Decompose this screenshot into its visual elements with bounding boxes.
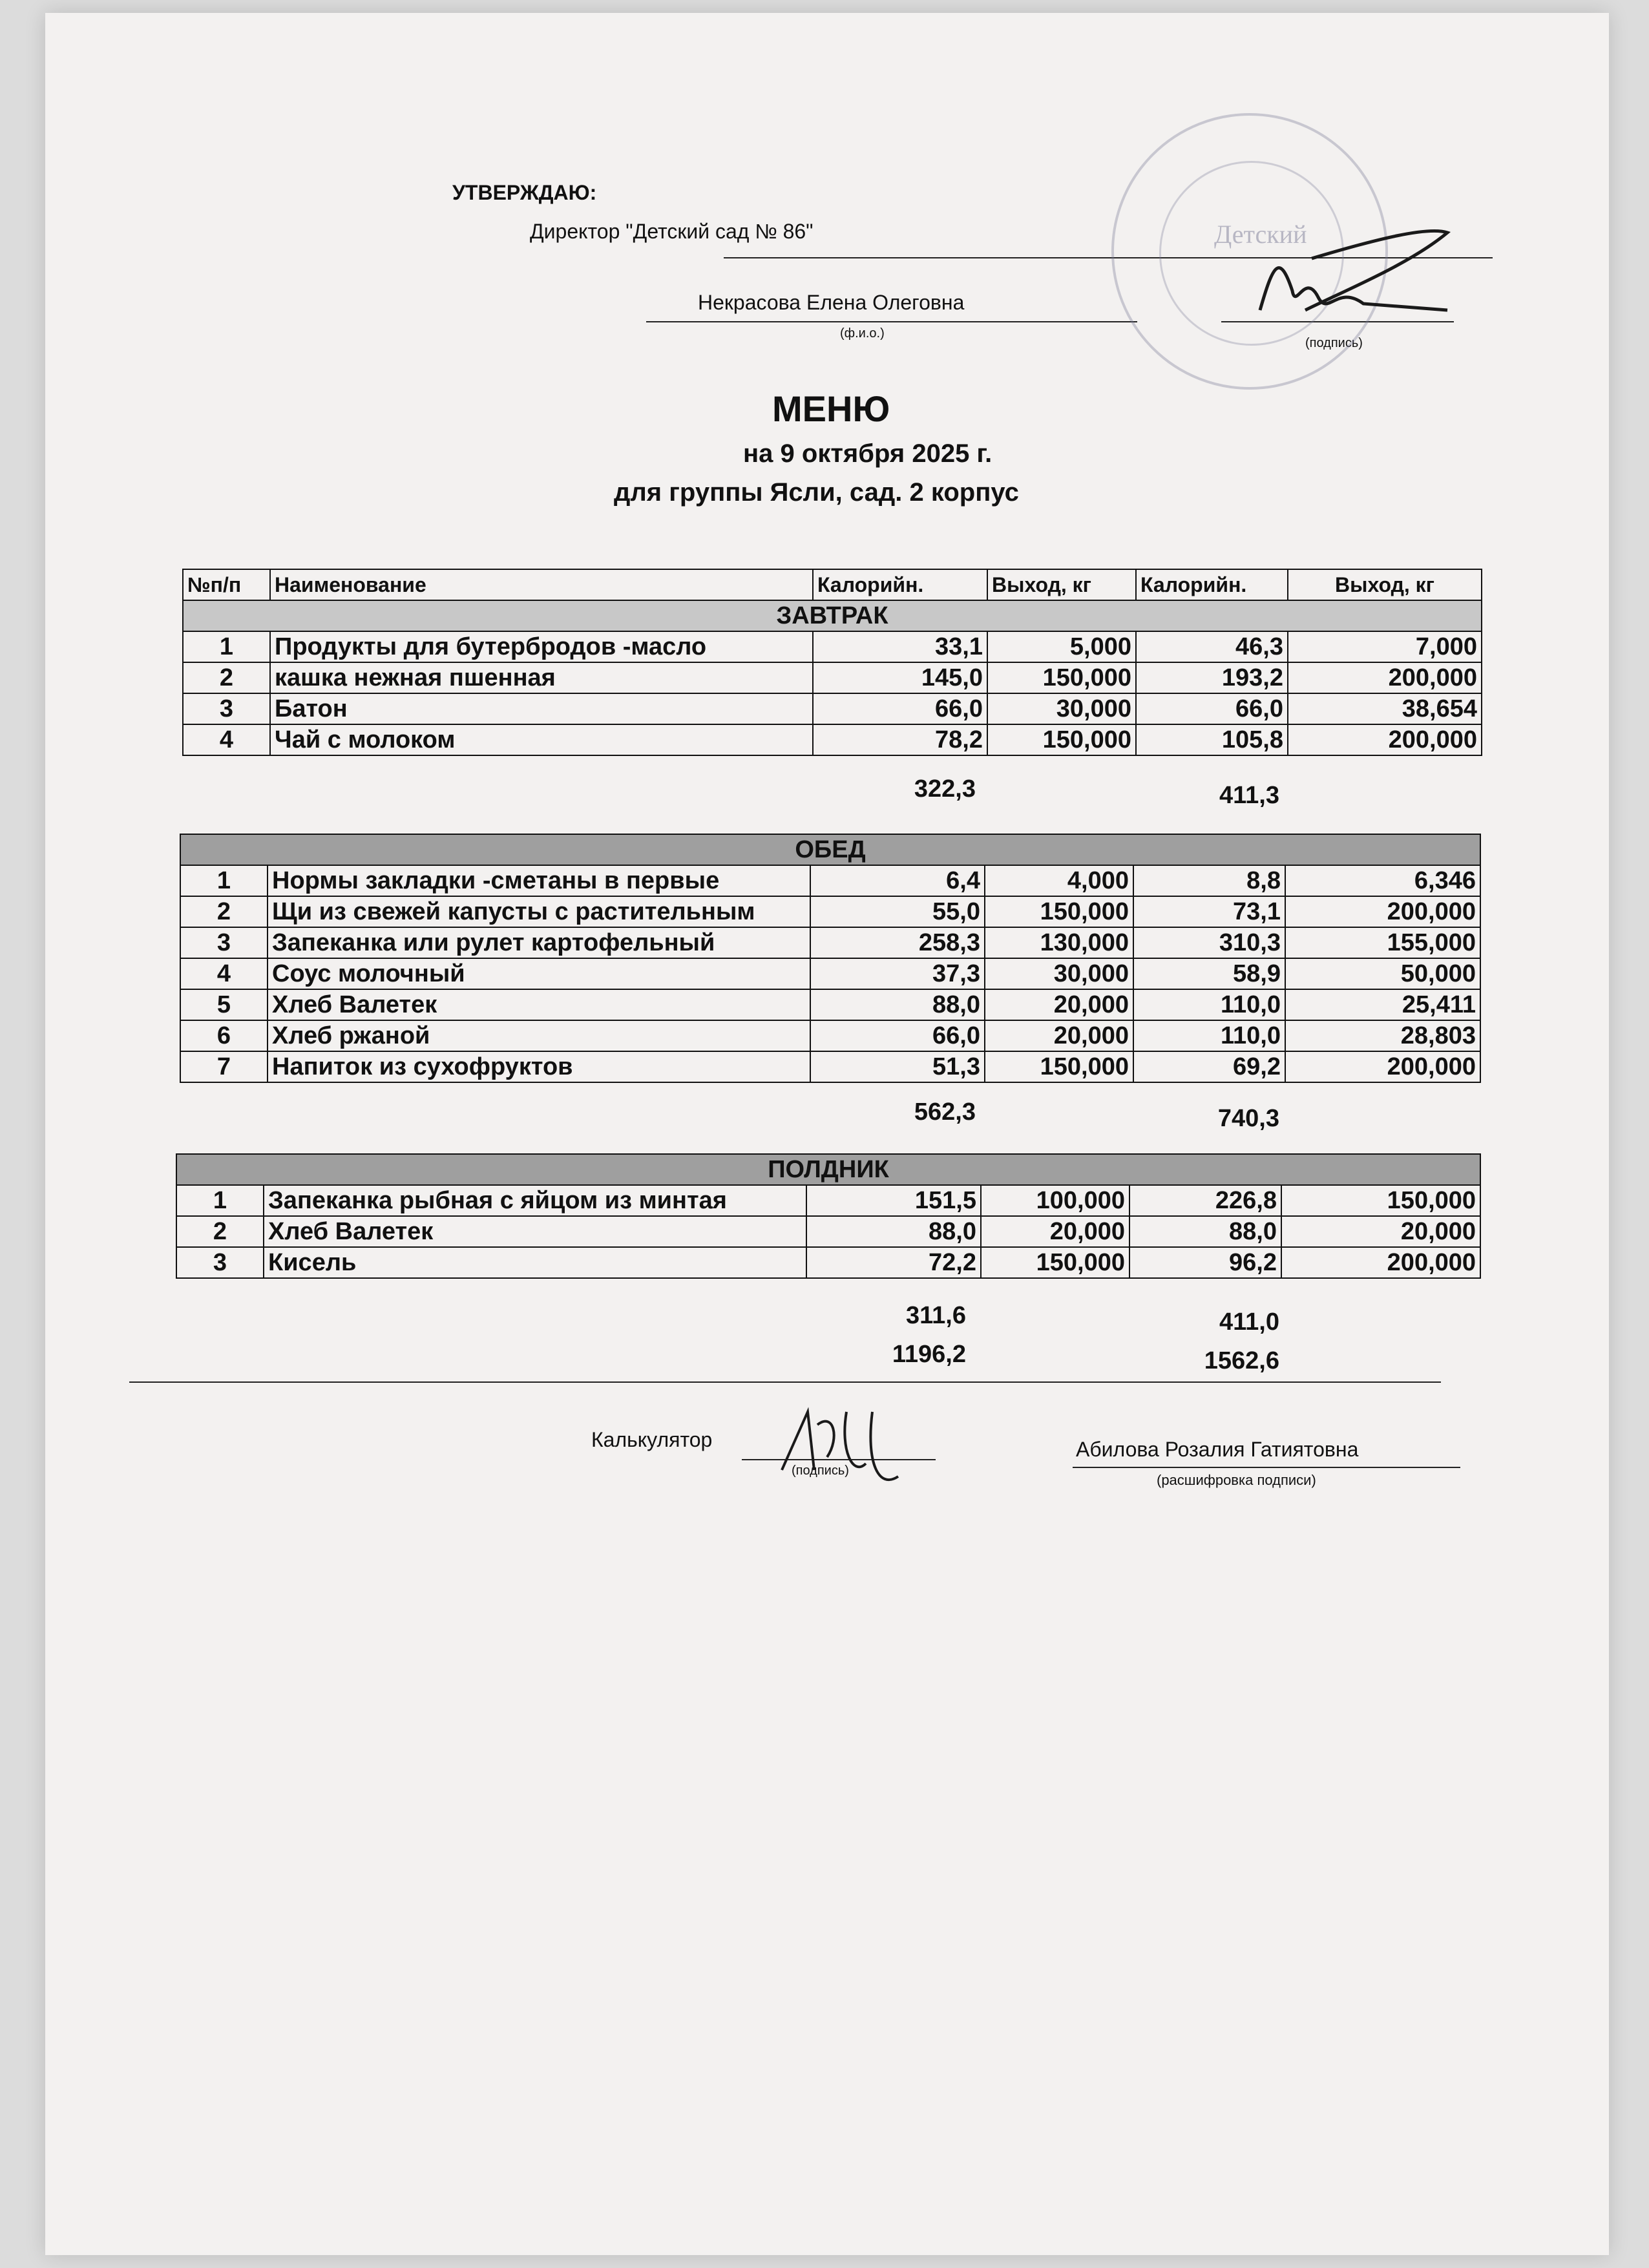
row-output-1: 150,000 xyxy=(987,724,1136,755)
row-calories-1: 37,3 xyxy=(810,958,985,989)
calculator-signature-stroke xyxy=(782,1412,898,1480)
director-signature-stroke xyxy=(1260,231,1447,310)
table-row xyxy=(176,1247,1480,1278)
breakfast-table xyxy=(182,569,1482,756)
table-header-row xyxy=(183,569,1482,600)
document-page xyxy=(45,13,1609,2255)
section-title: ЗАВТРАК xyxy=(183,600,1482,631)
section-title: ОБЕД xyxy=(180,834,1480,865)
row-output-1: 100,000 xyxy=(981,1185,1129,1216)
row-calories-1: 151,5 xyxy=(806,1185,981,1216)
calculator-name-caption: (расшифровка подписи) xyxy=(1157,1472,1316,1488)
table-row xyxy=(183,631,1482,662)
row-output-1: 20,000 xyxy=(985,989,1133,1020)
row-output-2: 50,000 xyxy=(1285,958,1480,989)
row-number: 3 xyxy=(180,927,268,958)
table-row xyxy=(180,1020,1480,1051)
table-row xyxy=(180,989,1480,1020)
row-calories-2: 110,0 xyxy=(1133,1020,1285,1051)
approval-signature-caption: (подпись) xyxy=(1305,336,1363,350)
row-name: Хлеб Валетек xyxy=(264,1216,806,1247)
row-calories-2: 310,3 xyxy=(1133,927,1285,958)
row-number: 1 xyxy=(176,1185,264,1216)
header-number: №п/п xyxy=(183,569,270,600)
calculator-label: Калькулятор xyxy=(591,1428,713,1451)
row-output-1: 150,000 xyxy=(985,896,1133,927)
approval-position-text: Директор "Детский сад № 86" xyxy=(530,220,814,243)
row-calories-2: 8,8 xyxy=(1133,865,1285,896)
row-output-2: 200,000 xyxy=(1285,896,1480,927)
row-calories-2: 88,0 xyxy=(1129,1216,1281,1247)
row-output-2: 38,654 xyxy=(1288,693,1482,724)
director-signature xyxy=(1215,213,1460,342)
table-row xyxy=(180,958,1480,989)
row-name: Соус молочный xyxy=(268,958,810,989)
row-name: Нормы закладки -сметаны в первые xyxy=(268,865,810,896)
row-calories-1: 6,4 xyxy=(810,865,985,896)
header-calories-2: Калорийн. xyxy=(1136,569,1288,600)
row-number: 4 xyxy=(180,958,268,989)
breakfast-total-calories-2: 411,3 xyxy=(1219,782,1279,809)
row-calories-1: 55,0 xyxy=(810,896,985,927)
row-calories-2: 46,3 xyxy=(1136,631,1288,662)
table-row xyxy=(183,693,1482,724)
stamp-text: Детский xyxy=(1214,220,1307,249)
row-output-2: 7,000 xyxy=(1288,631,1482,662)
row-name: Щи из свежей капусты с растительным xyxy=(268,896,810,927)
lunch-table xyxy=(180,834,1481,1083)
section-row-lunch xyxy=(180,834,1480,865)
grand-total-rule xyxy=(129,1381,1441,1383)
lunch-total-calories-2: 740,3 xyxy=(1217,1105,1279,1132)
row-number: 2 xyxy=(183,662,270,693)
row-number: 1 xyxy=(180,865,268,896)
approval-name-caption: (ф.и.о.) xyxy=(840,326,885,341)
row-output-2: 25,411 xyxy=(1285,989,1480,1020)
grand-total-calories-2: 1562,6 xyxy=(1204,1347,1279,1374)
row-output-1: 150,000 xyxy=(987,662,1136,693)
row-output-2: 200,000 xyxy=(1288,724,1482,755)
row-output-2: 200,000 xyxy=(1281,1247,1480,1278)
row-calories-1: 72,2 xyxy=(806,1247,981,1278)
approval-heading: УТВЕРЖДАЮ: xyxy=(452,181,597,204)
row-output-1: 130,000 xyxy=(985,927,1133,958)
header-name: Наименование xyxy=(270,569,813,600)
table-row xyxy=(180,896,1480,927)
row-calories-2: 105,8 xyxy=(1136,724,1288,755)
header-calories-1: Калорийн. xyxy=(813,569,987,600)
row-calories-1: 145,0 xyxy=(813,662,987,693)
row-name: Чай с молоком xyxy=(270,724,813,755)
row-name: Хлеб ржаной xyxy=(268,1020,810,1051)
row-calories-1: 78,2 xyxy=(813,724,987,755)
row-calories-1: 33,1 xyxy=(813,631,987,662)
row-number: 4 xyxy=(183,724,270,755)
row-calories-2: 193,2 xyxy=(1136,662,1288,693)
row-output-1: 4,000 xyxy=(985,865,1133,896)
row-number: 6 xyxy=(180,1020,268,1051)
row-output-2: 28,803 xyxy=(1285,1020,1480,1051)
row-calories-1: 258,3 xyxy=(810,927,985,958)
row-number: 2 xyxy=(180,896,268,927)
row-output-2: 200,000 xyxy=(1288,662,1482,693)
menu-group: для группы Ясли, сад. 2 корпус xyxy=(614,478,1019,507)
snack-total-calories-2: 411,0 xyxy=(1219,1308,1279,1336)
row-number: 5 xyxy=(180,989,268,1020)
calculator-signature xyxy=(769,1399,924,1502)
table-row xyxy=(176,1185,1480,1216)
snack-table xyxy=(176,1153,1481,1279)
row-name: Хлеб Валетек xyxy=(268,989,810,1020)
row-name: Напиток из сухофруктов xyxy=(268,1051,810,1082)
row-calories-2: 110,0 xyxy=(1133,989,1285,1020)
section-title: ПОЛДНИК xyxy=(176,1154,1480,1185)
row-calories-1: 51,3 xyxy=(810,1051,985,1082)
row-calories-1: 66,0 xyxy=(813,693,987,724)
row-output-1: 20,000 xyxy=(981,1216,1129,1247)
header-output-1: Выход, кг xyxy=(987,569,1136,600)
row-output-1: 30,000 xyxy=(985,958,1133,989)
row-calories-1: 88,0 xyxy=(806,1216,981,1247)
row-output-1: 20,000 xyxy=(985,1020,1133,1051)
row-output-1: 150,000 xyxy=(981,1247,1129,1278)
calculator-name: Абилова Розалия Гатиятовна xyxy=(1076,1438,1359,1461)
approval-name-rule xyxy=(646,321,1137,322)
table-row xyxy=(180,927,1480,958)
menu-title: МЕНЮ xyxy=(772,388,890,429)
row-calories-2: 66,0 xyxy=(1136,693,1288,724)
row-calories-2: 226,8 xyxy=(1129,1185,1281,1216)
row-output-1: 5,000 xyxy=(987,631,1136,662)
row-name: Запеканка рыбная с яйцом из минтая xyxy=(264,1185,806,1216)
table-row xyxy=(183,724,1482,755)
table-row xyxy=(176,1216,1480,1247)
lunch-total-calories-1: 562,3 xyxy=(914,1098,976,1126)
row-calories-1: 88,0 xyxy=(810,989,985,1020)
row-calories-2: 69,2 xyxy=(1133,1051,1285,1082)
row-number: 1 xyxy=(183,631,270,662)
row-output-1: 30,000 xyxy=(987,693,1136,724)
row-output-2: 200,000 xyxy=(1285,1051,1480,1082)
table-row xyxy=(183,662,1482,693)
calculator-signature-caption: (подпись) xyxy=(792,1464,849,1478)
row-name: Батон xyxy=(270,693,813,724)
calculator-name-rule xyxy=(1073,1467,1460,1468)
grand-total-calories-1: 1196,2 xyxy=(892,1341,966,1368)
row-name: кашка нежная пшенная xyxy=(270,662,813,693)
row-number: 2 xyxy=(176,1216,264,1247)
section-row-snack xyxy=(176,1154,1480,1185)
approval-name: Некрасова Елена Олеговна xyxy=(698,291,965,314)
row-number: 7 xyxy=(180,1051,268,1082)
table-row xyxy=(180,1051,1480,1082)
row-calories-2: 58,9 xyxy=(1133,958,1285,989)
row-output-2: 150,000 xyxy=(1281,1185,1480,1216)
row-number: 3 xyxy=(176,1247,264,1278)
row-calories-1: 66,0 xyxy=(810,1020,985,1051)
section-row-breakfast xyxy=(183,600,1482,631)
row-output-2: 155,000 xyxy=(1285,927,1480,958)
row-name: Запеканка или рулет картофельный xyxy=(268,927,810,958)
header-output-2: Выход, кг xyxy=(1288,569,1482,600)
row-calories-2: 96,2 xyxy=(1129,1247,1281,1278)
row-number: 3 xyxy=(183,693,270,724)
row-calories-2: 73,1 xyxy=(1133,896,1285,927)
row-name: Продукты для бутербродов -масло xyxy=(270,631,813,662)
breakfast-total-calories-1: 322,3 xyxy=(914,775,976,803)
table-row xyxy=(180,865,1480,896)
approval-position xyxy=(530,220,814,244)
row-output-2: 6,346 xyxy=(1285,865,1480,896)
menu-date: на 9 октября 2025 г. xyxy=(743,439,993,468)
snack-total-calories-1: 311,6 xyxy=(906,1302,966,1329)
row-output-2: 20,000 xyxy=(1281,1216,1480,1247)
row-output-1: 150,000 xyxy=(985,1051,1133,1082)
row-name: Кисель xyxy=(264,1247,806,1278)
